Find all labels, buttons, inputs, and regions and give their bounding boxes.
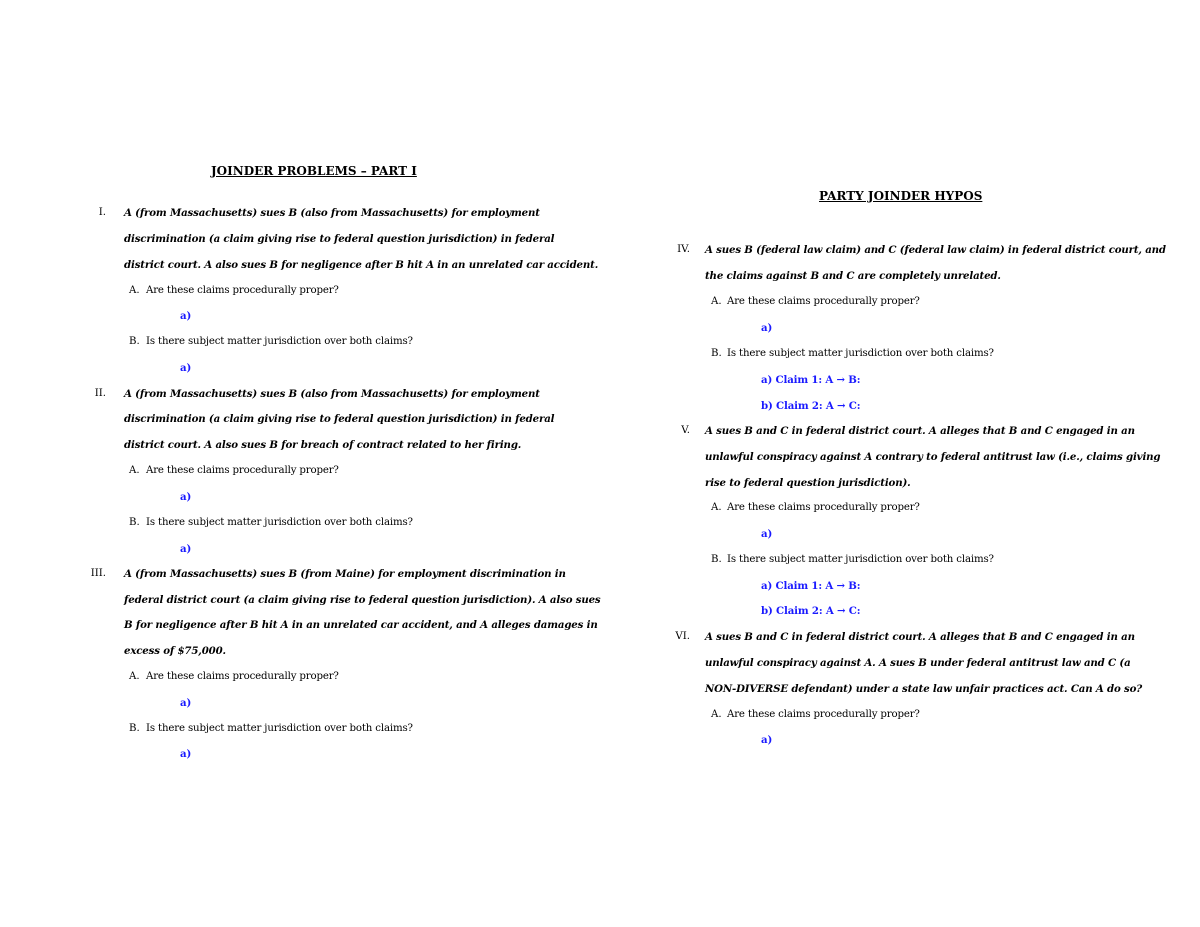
page-title: JOINDER PROBLEMS – PART I <box>211 164 417 178</box>
question-letter: A. <box>129 465 140 476</box>
answer-label: a) <box>761 322 773 334</box>
problem-text: rise to federal question jurisdiction). <box>705 477 911 489</box>
answer-label: a) <box>761 734 773 746</box>
problem-text: A sues B (federal law claim) and C (federal law claim) in federal district court, and <box>705 244 1166 256</box>
right-page <box>600 0 1200 927</box>
problem-text: B for negligence after B hit A in an unrelated car accident, and A alleges damages in <box>124 619 598 631</box>
answer-label: a) <box>180 697 192 709</box>
question-text: Are these claims procedurally proper? <box>727 709 920 720</box>
answer-claim: a) Claim 1: A → B: <box>761 580 861 592</box>
question-text: Is there subject matter jurisdiction over both claims? <box>727 554 994 565</box>
question-letter: A. <box>711 296 722 307</box>
answer-claim: b) Claim 2: A → C: <box>761 400 861 412</box>
problem-text: A (from Massachusetts) sues B (from Maine) for employment discrimination in <box>124 568 566 580</box>
problem-text: unlawful conspiracy against A contrary to federal antitrust law (i.e., claims giving <box>705 451 1161 463</box>
answer-label: a) <box>180 748 192 760</box>
problem-number: III. <box>90 568 106 579</box>
answer-label: a) <box>180 362 192 374</box>
problem-text: district court. A also sues B for breach of contract related to her firing. <box>124 439 522 451</box>
answer-label: a) <box>761 528 773 540</box>
problem-text: discrimination (a claim giving rise to federal question jurisdiction) in federal <box>124 413 555 425</box>
question-letter: A. <box>711 709 722 720</box>
question-text: Are these claims procedurally proper? <box>727 296 920 307</box>
problem-text: excess of $75,000. <box>124 645 226 657</box>
question-text: Is there subject matter jurisdiction over both claims? <box>727 348 994 359</box>
problem-number: IV. <box>677 244 690 255</box>
answer-label: a) <box>180 543 192 555</box>
problem-number: I. <box>98 207 106 218</box>
problem-text: the claims against B and C are completely unrelated. <box>705 270 1001 282</box>
problem-number: V. <box>681 425 690 436</box>
question-text: Is there subject matter jurisdiction over both claims? <box>146 517 413 528</box>
problem-text: discrimination (a claim giving rise to federal question jurisdiction) in federal <box>124 233 555 245</box>
question-letter: B. <box>129 723 140 734</box>
question-text: Are these claims procedurally proper? <box>146 285 339 296</box>
question-text: Is there subject matter jurisdiction over both claims? <box>146 336 413 347</box>
page-title: PARTY JOINDER HYPOS <box>819 189 983 203</box>
question-text: Is there subject matter jurisdiction over both claims? <box>146 723 413 734</box>
question-letter: B. <box>129 336 140 347</box>
problem-text: A sues B and C in federal district court. A alleges that B and C engaged in an <box>705 425 1135 437</box>
answer-label: a) <box>180 310 192 322</box>
problem-text: A (from Massachusetts) sues B (also from Massachusetts) for employment <box>124 388 540 400</box>
answer-claim: b) Claim 2: A → C: <box>761 605 861 617</box>
problem-text: A sues B and C in federal district court. A alleges that B and C engaged in an <box>705 631 1135 643</box>
question-letter: A. <box>129 285 140 296</box>
question-letter: B. <box>711 554 722 565</box>
question-letter: A. <box>711 502 722 513</box>
question-text: Are these claims procedurally proper? <box>727 502 920 513</box>
answer-label: a) <box>180 491 192 503</box>
question-letter: A. <box>129 671 140 682</box>
question-letter: B. <box>129 517 140 528</box>
answer-claim: a) Claim 1: A → B: <box>761 374 861 386</box>
question-text: Are these claims procedurally proper? <box>146 465 339 476</box>
problem-text: A (from Massachusetts) sues B (also from Massachusetts) for employment <box>124 207 540 219</box>
problem-text: unlawful conspiracy against A. A sues B under federal antitrust law and C (a <box>705 657 1131 669</box>
problem-number: II. <box>94 388 106 399</box>
problem-text: district court. A also sues B for negligence after B hit A in an unrelated car accident. <box>124 259 599 271</box>
question-text: Are these claims procedurally proper? <box>146 671 339 682</box>
problem-text: NON-DIVERSE defendant) under a state law unfair practices act. Can A do so? <box>705 683 1143 695</box>
question-letter: B. <box>711 348 722 359</box>
problem-text: federal district court (a claim giving rise to federal question jurisdiction). A also sues <box>124 594 601 606</box>
problem-number: VI. <box>675 631 690 642</box>
